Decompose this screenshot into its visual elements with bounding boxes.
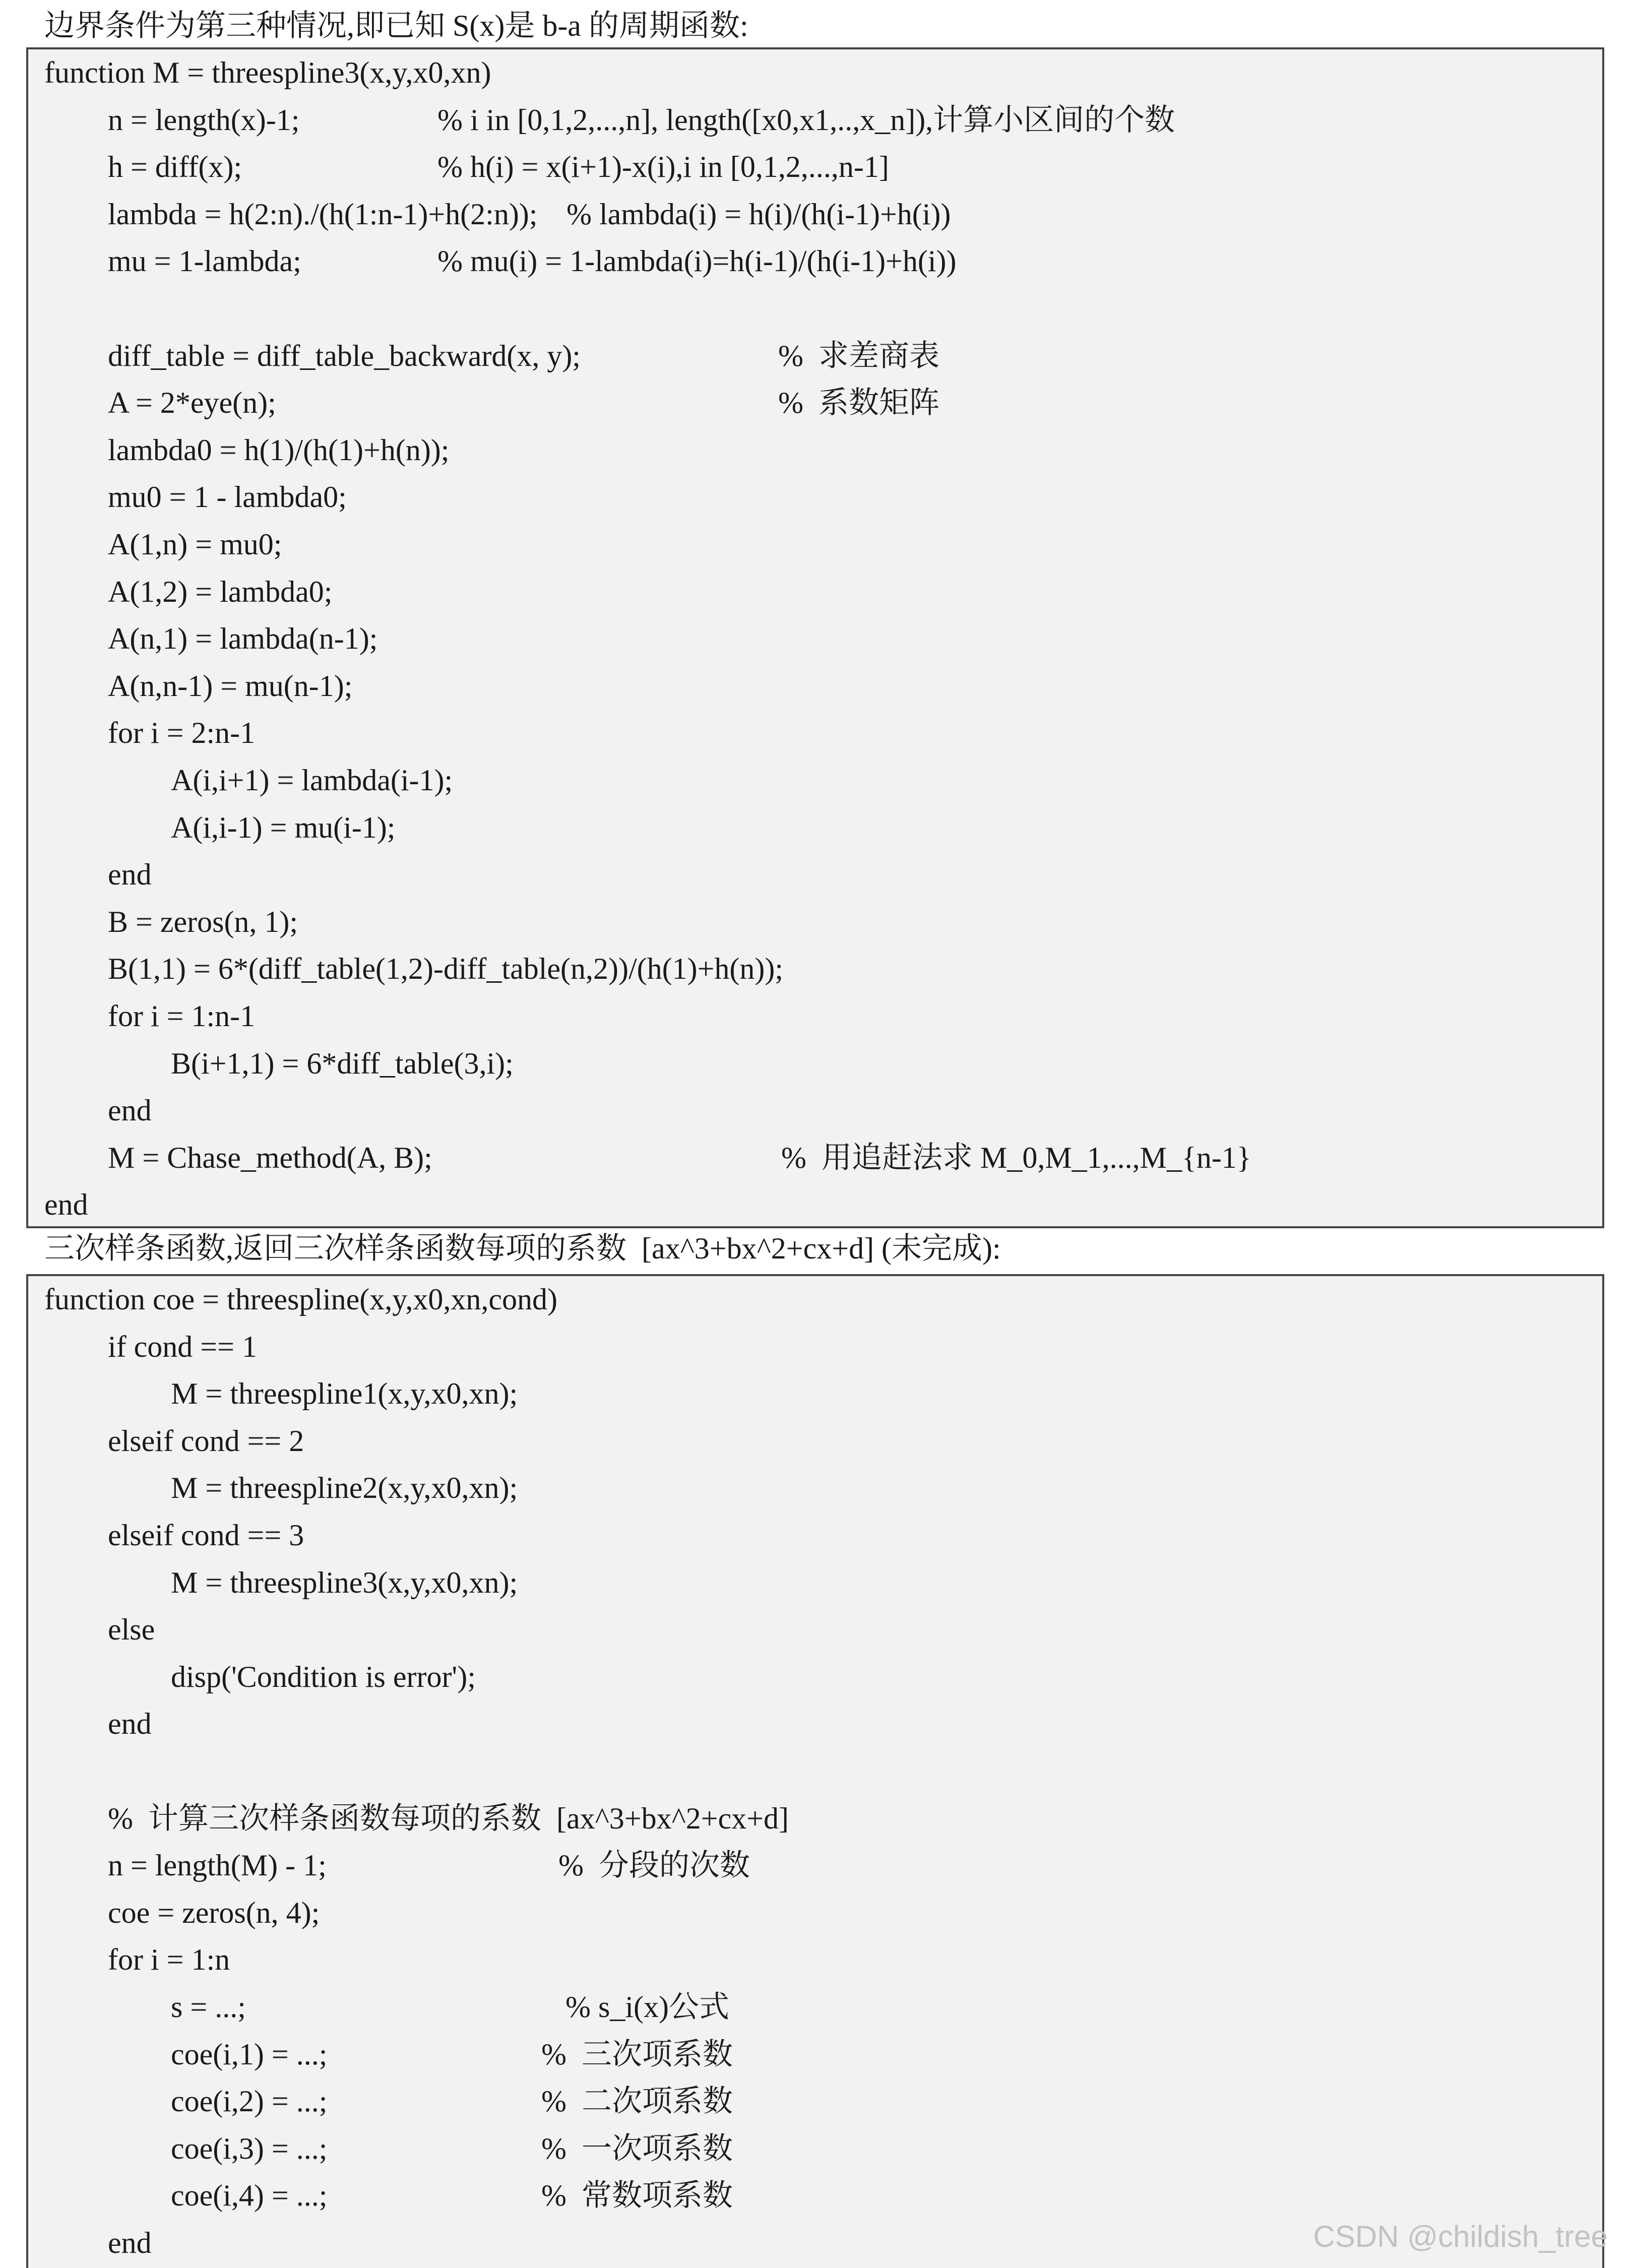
code-line bbox=[28, 1181, 1602, 1229]
code-text: B(i+1,1) = 6*diff_table(3,i); bbox=[171, 1046, 514, 1080]
code-comment: % h(i) = x(i+1)-x(i),i in [0,1,2,...,n-1] bbox=[437, 150, 889, 184]
code-text: A(n,n-1) = mu(n-1); bbox=[108, 669, 353, 703]
code-text: end bbox=[108, 1094, 152, 1127]
code-text: for i = 1:n bbox=[108, 1943, 230, 1977]
code-text: coe(i,1) = ...; bbox=[171, 2037, 328, 2071]
code-line bbox=[28, 49, 1602, 97]
code-comment: % i in [0,1,2,...,n], length([x0,x1,..,x_n]),计算小区间的个数 bbox=[437, 103, 1175, 137]
code-line bbox=[28, 615, 1602, 663]
code-text: mu = 1-lambda; bbox=[108, 244, 301, 278]
code-text: n = length(M) - 1; bbox=[108, 1849, 327, 1882]
code-line bbox=[28, 521, 1602, 569]
code-text: for i = 1:n-1 bbox=[108, 999, 256, 1033]
code-text: end bbox=[108, 858, 152, 892]
caption-threespline-coefficients: 三次样条函数,返回三次样条函数每项的系数 [ax^3+bx^2+cx+d] (未完成): bbox=[44, 1232, 1001, 1265]
code-line bbox=[28, 238, 1602, 285]
code-line bbox=[28, 1135, 1602, 1182]
code-text: A(1,2) = lambda0; bbox=[108, 575, 333, 608]
code-text: M = threespline1(x,y,x0,xn); bbox=[171, 1377, 518, 1411]
code-line bbox=[28, 569, 1602, 616]
code-line bbox=[28, 97, 1602, 144]
caption-periodic-boundary: 边界条件为第三种情况,即已知 S(x)是 b-a 的周期函数: bbox=[44, 9, 748, 42]
code-line bbox=[28, 1418, 1602, 1465]
code-line bbox=[28, 663, 1602, 710]
code-text: M = Chase_method(A, B); bbox=[108, 1141, 432, 1174]
code-comment: % 求差商表 bbox=[778, 339, 939, 372]
code-line bbox=[28, 1559, 1602, 1607]
code-line bbox=[28, 1276, 1602, 1324]
code-line bbox=[28, 757, 1602, 804]
code-text: n = length(x)-1; bbox=[108, 103, 300, 137]
code-line bbox=[28, 1795, 1602, 1843]
code-block-threespline bbox=[26, 1274, 1604, 2268]
code-line bbox=[28, 380, 1602, 427]
code-text: end bbox=[108, 2226, 152, 2259]
code-line bbox=[28, 1087, 1602, 1135]
code-text: end bbox=[44, 1188, 88, 1222]
code-line bbox=[28, 427, 1602, 474]
code-comment: % 系数矩阵 bbox=[778, 386, 939, 420]
code-comment: % 用追赶法求 M_0,M_1,...,M_{n-1} bbox=[781, 1141, 1251, 1174]
code-line bbox=[28, 946, 1602, 993]
code-line bbox=[28, 899, 1602, 946]
code-line bbox=[28, 1889, 1602, 1937]
code-line bbox=[28, 1606, 1602, 1654]
code-line bbox=[28, 1040, 1602, 1088]
code-text: A(n,1) = lambda(n-1); bbox=[108, 622, 378, 656]
code-text: coe(i,3) = ...; bbox=[171, 2131, 328, 2165]
code-text: A(1,n) = mu0; bbox=[108, 528, 282, 561]
code-comment: % s_i(x)公式 bbox=[565, 1990, 729, 2024]
code-text: mu0 = 1 - lambda0; bbox=[108, 480, 347, 514]
code-line bbox=[28, 710, 1602, 757]
code-text: if cond == 1 bbox=[108, 1330, 257, 1363]
code-line bbox=[28, 1324, 1602, 1371]
code-text: diff_table = diff_table_backward(x, y); bbox=[108, 339, 581, 372]
code-comment: % lambda(i) = h(i)/(h(i-1)+h(i)) bbox=[566, 197, 951, 231]
code-text: M = threespline3(x,y,x0,xn); bbox=[171, 1565, 518, 1599]
code-text: disp('Condition is error'); bbox=[171, 1660, 476, 1693]
code-text: h = diff(x); bbox=[108, 150, 242, 184]
code-text: coe(i,4) = ...; bbox=[171, 2179, 328, 2213]
code-comment: % 一次项系数 bbox=[541, 2131, 733, 2165]
code-line bbox=[28, 2078, 1602, 2125]
code-text: A(i,i+1) = lambda(i-1); bbox=[171, 764, 453, 797]
code-line bbox=[28, 474, 1602, 521]
code-line bbox=[28, 2172, 1602, 2220]
code-text: elseif cond == 2 bbox=[108, 1424, 304, 1458]
code-line bbox=[28, 1842, 1602, 1889]
code-line bbox=[28, 191, 1602, 238]
code-text: else bbox=[108, 1613, 155, 1647]
watermark: CSDN @childish_tree bbox=[1313, 2220, 1608, 2253]
code-line bbox=[28, 333, 1602, 380]
code-text: coe(i,2) = ...; bbox=[171, 2085, 328, 2118]
code-line bbox=[28, 851, 1602, 899]
code-text: M = threespline2(x,y,x0,xn); bbox=[171, 1471, 518, 1505]
code-text: % 计算三次样条函数每项的系数 [ax^3+bx^2+cx+d] bbox=[108, 1801, 789, 1835]
code-line bbox=[28, 1654, 1602, 1701]
code-text: s = ...; bbox=[171, 1990, 246, 2024]
code-line bbox=[28, 1936, 1602, 1984]
code-text: function M = threespline3(x,y,x0,xn) bbox=[44, 56, 491, 89]
code-text: for i = 2:n-1 bbox=[108, 716, 256, 750]
code-line bbox=[28, 1465, 1602, 1512]
code-line bbox=[28, 144, 1602, 191]
code-line bbox=[28, 285, 1602, 333]
code-text: B = zeros(n, 1); bbox=[108, 905, 298, 938]
code-text: A(i,i-1) = mu(i-1); bbox=[171, 810, 396, 844]
code-line bbox=[28, 1748, 1602, 1795]
code-line bbox=[28, 1512, 1602, 1559]
code-line bbox=[28, 2031, 1602, 2078]
code-line bbox=[28, 1370, 1602, 1418]
code-line bbox=[28, 993, 1602, 1040]
code-comment: % 分段的次数 bbox=[558, 1849, 750, 1882]
code-text: lambda = h(2:n)./(h(1:n-1)+h(2:n)); bbox=[108, 197, 538, 231]
code-line bbox=[28, 1984, 1602, 2031]
code-comment: % 常数项系数 bbox=[541, 2179, 733, 2213]
code-comment: % 二次项系数 bbox=[541, 2085, 733, 2118]
code-line bbox=[28, 804, 1602, 852]
code-block-threespline3 bbox=[26, 47, 1604, 1228]
code-comment: % 三次项系数 bbox=[541, 2037, 733, 2071]
code-text: A = 2*eye(n); bbox=[108, 386, 276, 420]
code-text: function coe = threespline(x,y,x0,xn,cond) bbox=[44, 1283, 557, 1316]
code-text: B(1,1) = 6*(diff_table(1,2)-diff_table(n,2))/(h(1)+h(n)); bbox=[108, 952, 784, 986]
code-comment: % mu(i) = 1-lambda(i)=h(i-1)/(h(i-1)+h(i)) bbox=[437, 244, 957, 278]
code-line bbox=[28, 1700, 1602, 1748]
code-text: lambda0 = h(1)/(h(1)+h(n)); bbox=[108, 433, 450, 467]
code-line bbox=[28, 2125, 1602, 2173]
code-text: coe = zeros(n, 4); bbox=[108, 1896, 320, 1929]
code-text: end bbox=[108, 1707, 152, 1741]
code-text: elseif cond == 3 bbox=[108, 1519, 304, 1552]
